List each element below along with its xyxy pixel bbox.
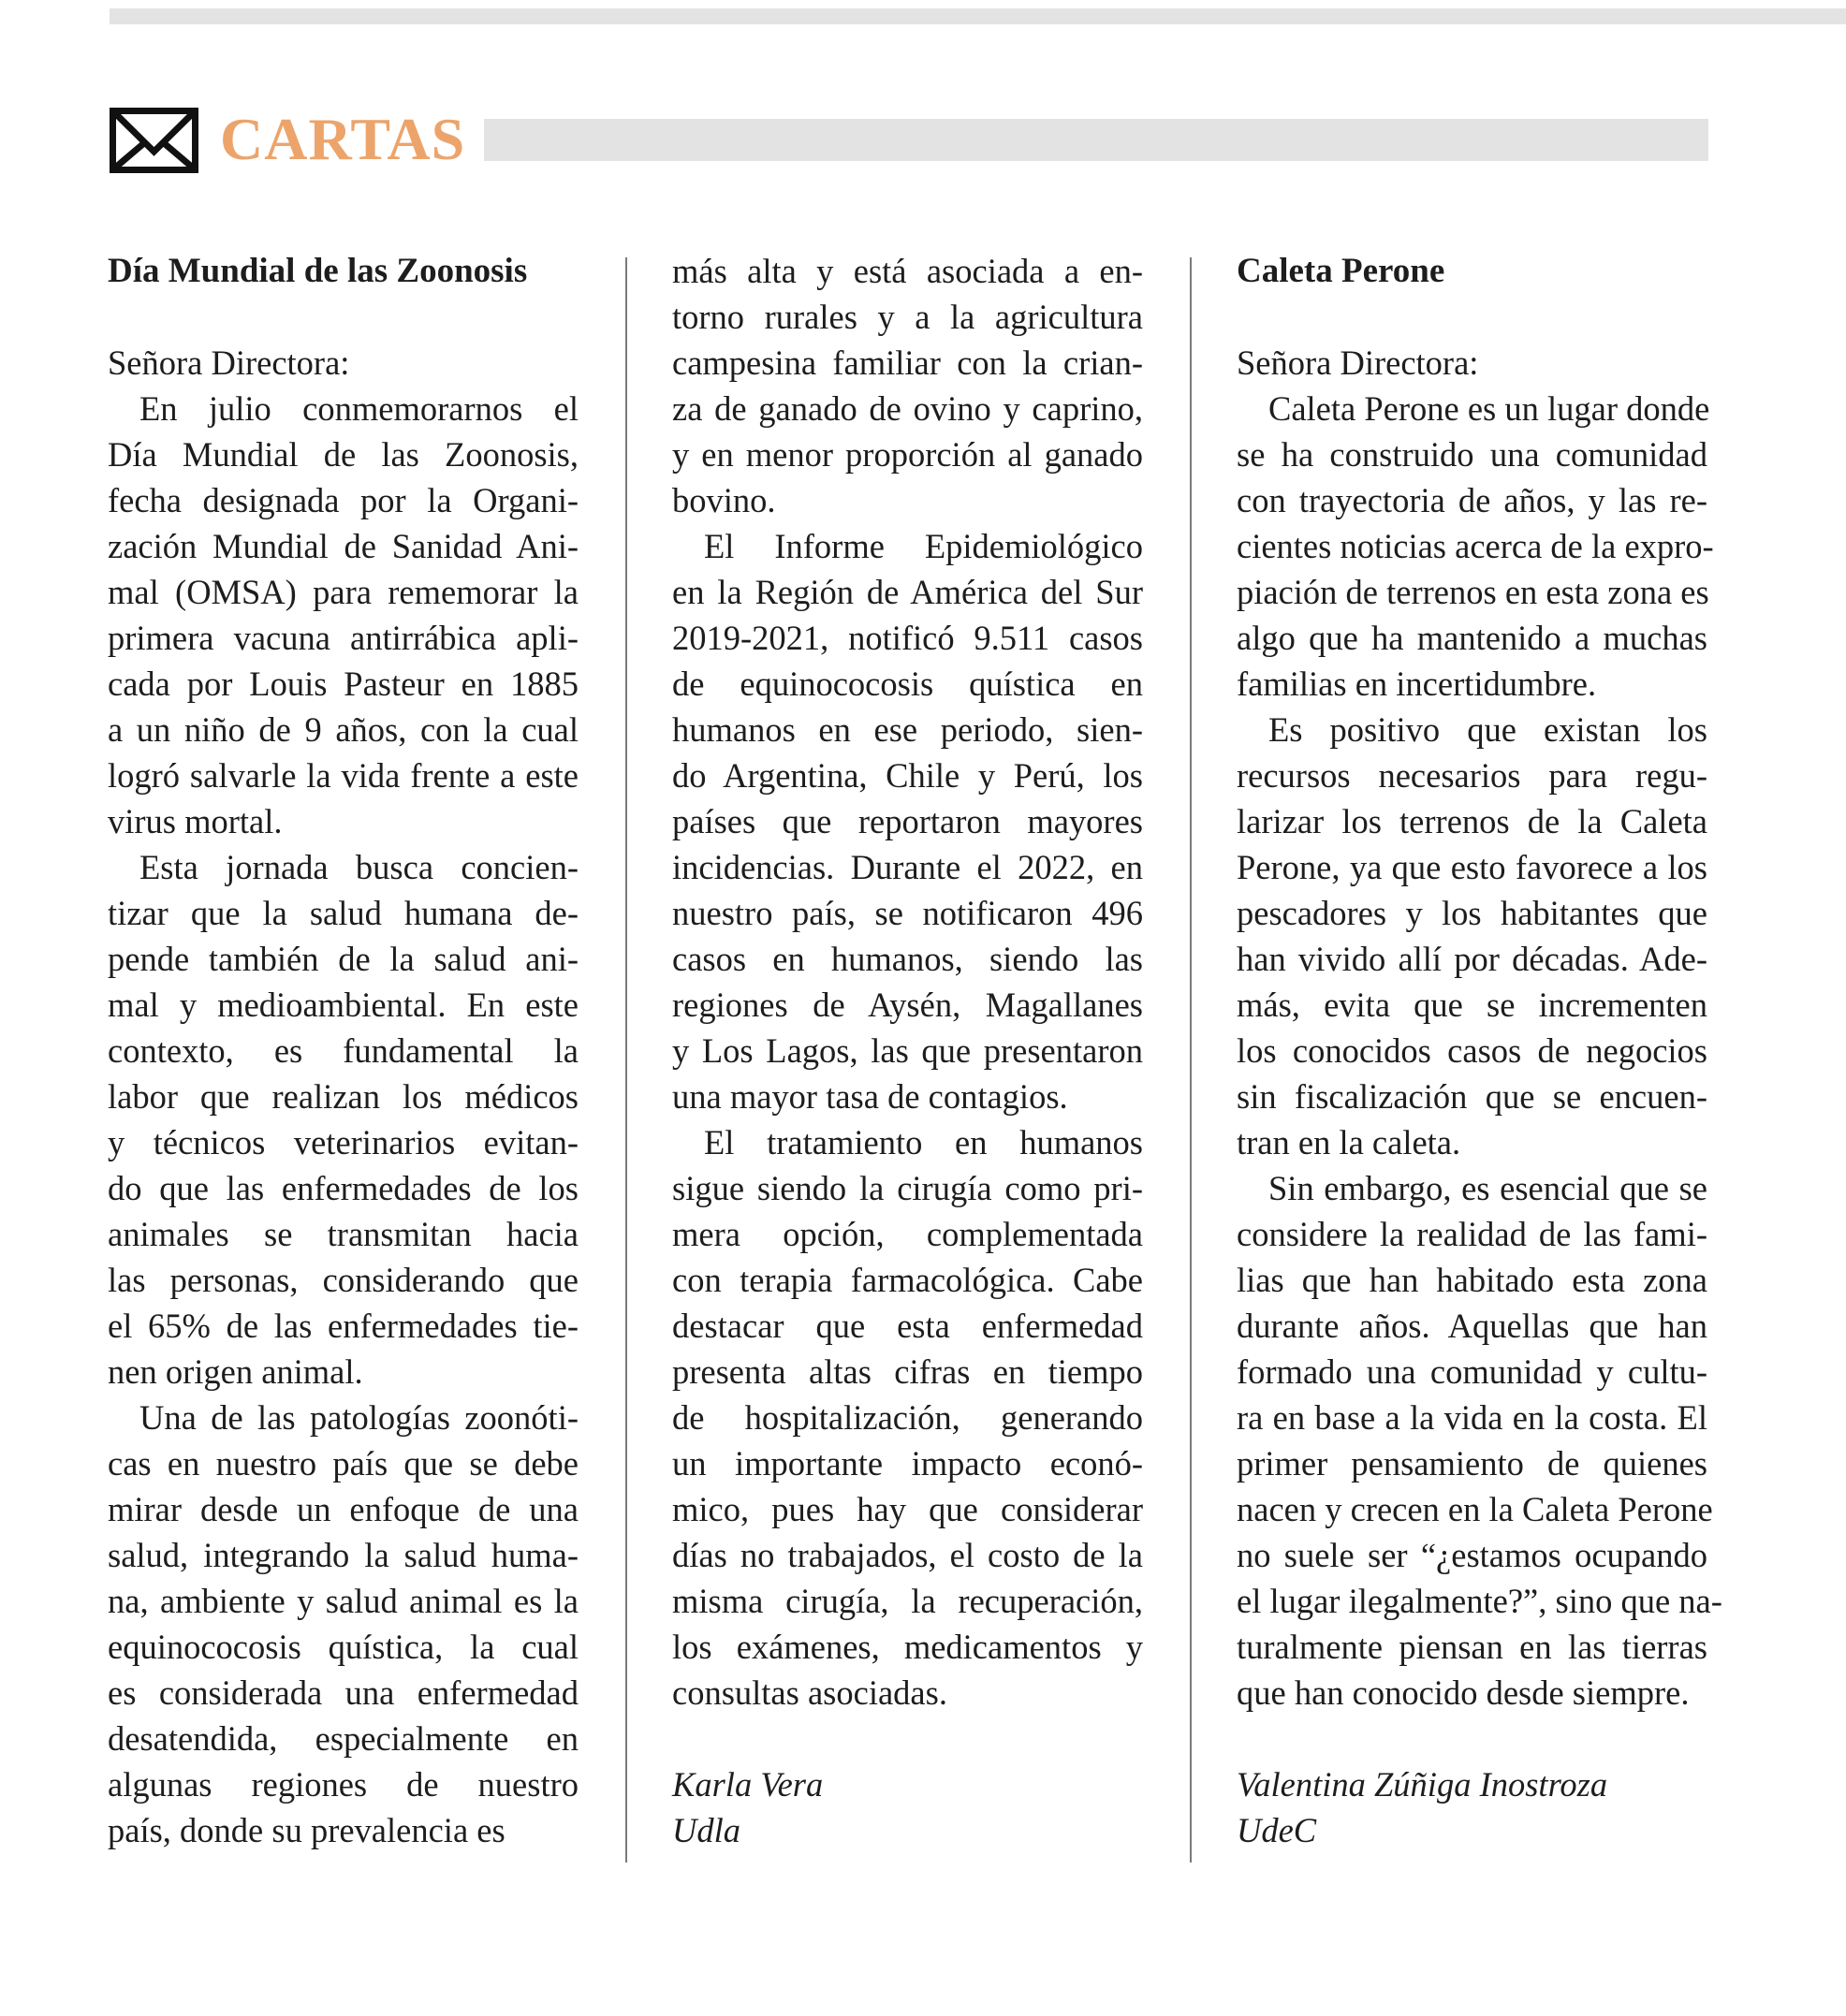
text-line: mal (OMSA) para rememorar la [108, 573, 579, 611]
text-line: destacar que esta enfermedad [672, 1307, 1143, 1345]
text-line: durante años. Aquellas que han [1237, 1307, 1707, 1345]
text-line: Día Mundial de las Zoonosis, [108, 435, 579, 474]
text-line: a un niño de 9 años, con la cual [108, 710, 579, 749]
letter-body [108, 386, 579, 1853]
author-name: Karla Vera [672, 1765, 824, 1804]
text-line: El Informe Epidemiológico [704, 527, 1143, 565]
text-line: za de ganado de ovino y caprino, [672, 389, 1143, 428]
text-line: más, evita que se incrementen [1237, 986, 1707, 1024]
text-line: sin fiscalización que se encuen- [1237, 1077, 1707, 1116]
text-line: días no trabajados, el costo de la [672, 1536, 1143, 1574]
text-line: logró salvarle la vida frente a este [108, 756, 579, 795]
text-line: los exámenes, medicamentos y [672, 1628, 1143, 1666]
text-line: fecha designada por la Organi- [108, 481, 579, 519]
text-line: virus mortal. [108, 802, 283, 840]
letter-title: Día Mundial de las Zoonosis [108, 252, 528, 290]
text-line: un importante impacto econó- [672, 1444, 1143, 1483]
author-name: Valentina Zúñiga Inostroza [1237, 1765, 1608, 1804]
paragraph [108, 1395, 579, 1853]
text-line: casos en humanos, siendo las [672, 940, 1143, 978]
text-line: sigue siendo la cirugía como pri- [672, 1169, 1143, 1207]
text-line: humanos en ese periodo, sien- [672, 710, 1143, 749]
paragraph [108, 386, 579, 844]
text-line: contexto, es fundamental la [108, 1031, 579, 1070]
text-line: regiones de Aysén, Magallanes [672, 986, 1143, 1024]
text-line: mirar desde un enfoque de una [108, 1490, 579, 1528]
paragraph [1237, 707, 1707, 1165]
text-line: han vivido allí por décadas. Ade- [1237, 940, 1707, 978]
text-line: Sin embargo, es esencial que se [1268, 1169, 1707, 1207]
text-line: se ha construido una comunidad [1237, 435, 1707, 474]
text-line: países que reportaron mayores [672, 802, 1143, 840]
text-line: en la Región de América del Sur [672, 573, 1143, 611]
letter-body [1237, 386, 1722, 1716]
text-line: larizar los terrenos de la Caleta [1237, 802, 1707, 840]
text-line: 2019-2021, notificó 9.511 casos [672, 619, 1143, 657]
text-line: que han conocido desde siempre. [1237, 1673, 1690, 1712]
text-line: formado una comunidad y cultu- [1237, 1352, 1707, 1391]
text-line: presenta altas cifras en tiempo [672, 1352, 1143, 1391]
text-line: piación de terrenos en esta zona es [1237, 573, 1709, 611]
text-line: campesina familiar con la crian- [672, 343, 1143, 382]
text-line: na, ambiente y salud animal es la [108, 1582, 579, 1620]
text-line: los conocidos casos de negocios [1237, 1031, 1707, 1070]
text-line: mera opción, complementada [672, 1215, 1143, 1253]
section-header [110, 108, 1708, 175]
text-line: con terapia farmacológica. Cabe [672, 1261, 1143, 1299]
text-line: y en menor proporción al ganado [672, 435, 1143, 474]
text-line: Perone, ya que esto favorece a los [1237, 848, 1707, 886]
text-line: ra en base a la vida en la costa. El [1237, 1398, 1707, 1437]
letter-2-column [1237, 248, 1722, 1853]
text-line: do Argentina, Chile y Perú, los [672, 756, 1143, 795]
text-line: zación Mundial de Sanidad Ani- [108, 527, 579, 565]
salutation: Señora Directora: [1237, 343, 1479, 382]
text-line: turalmente piensan en las tierras [1237, 1628, 1707, 1666]
text-line: con trayectoria de años, y las re- [1237, 481, 1707, 519]
text-line: misma cirugía, la recuperación, [672, 1582, 1143, 1620]
text-line: no suele ser “¿estamos ocupando [1237, 1536, 1707, 1574]
text-line: considere la realidad de las fami- [1237, 1215, 1707, 1253]
text-line: consultas asociadas. [672, 1673, 947, 1712]
text-line: nuestro país, se notificaron 496 [672, 894, 1143, 932]
paragraph [672, 248, 1143, 523]
text-line: bovino. [672, 481, 776, 519]
text-line: cada por Louis Pasteur en 1885 [108, 665, 579, 703]
text-line: es considerada una enfermedad [108, 1673, 579, 1712]
paragraph [108, 844, 579, 1395]
header-bar [484, 119, 1708, 161]
text-line: primer pensamiento de quienes [1237, 1444, 1707, 1483]
paragraph [1237, 1165, 1722, 1716]
salutation: Señora Directora: [108, 343, 350, 382]
text-line: tran en la caleta. [1237, 1123, 1461, 1161]
text-line: pescadores y los habitantes que [1237, 894, 1707, 932]
text-line: y Los Lagos, las que presentaron [672, 1031, 1143, 1070]
column-divider [625, 257, 627, 1863]
author-affiliation: Udla [672, 1811, 740, 1849]
text-line: labor que realizan los médicos [108, 1077, 579, 1116]
text-line: Es positivo que existan los [1268, 710, 1707, 749]
text-line: cas en nuestro país que se debe [108, 1444, 579, 1483]
text-line: Una de las patologías zoonóti- [139, 1398, 579, 1437]
author-affiliation: UdeC [1237, 1811, 1317, 1849]
text-line: familias en incertidumbre. [1237, 665, 1597, 703]
text-line: Esta jornada busca concien- [139, 848, 579, 886]
text-line: nen origen animal. [108, 1352, 363, 1391]
text-line: desatendida, especialmente en [108, 1719, 579, 1758]
text-line: algo que ha mantenido a muchas [1237, 619, 1707, 657]
text-line: animales se transmitan hacia [108, 1215, 579, 1253]
letter-1-column-2 [672, 248, 1143, 1853]
text-line: de hospitalización, generando [672, 1398, 1143, 1437]
text-line: torno rurales y a la agricultura [672, 298, 1143, 336]
text-line: mal y medioambiental. En este [108, 986, 579, 1024]
paragraph [672, 523, 1143, 1119]
text-line: lias que han habitado esta zona [1237, 1261, 1707, 1299]
text-line: las personas, considerando que [108, 1261, 579, 1299]
letter-body-continued [672, 248, 1143, 1716]
top-rule [110, 8, 1846, 24]
text-line: el lugar ilegalmente?”, sino que na- [1237, 1582, 1722, 1620]
letter-title: Caleta Perone [1237, 252, 1445, 290]
text-line: de equinococosis quística en [672, 665, 1143, 703]
text-line: tizar que la salud humana de- [108, 894, 579, 932]
text-line: el 65% de las enfermedades tie- [108, 1307, 579, 1345]
section-title: CARTAS [220, 106, 466, 172]
text-line: salud, integrando la salud huma- [108, 1536, 579, 1574]
text-line: recursos necesarios para regu- [1237, 756, 1707, 795]
text-line: pende también de la salud ani- [108, 940, 579, 978]
text-line: incidencias. Durante el 2022, en [672, 848, 1143, 886]
text-line: El tratamiento en humanos [704, 1123, 1143, 1161]
envelope-icon [110, 108, 198, 173]
paragraph [1237, 386, 1714, 707]
text-line: equinococosis quística, la cual [108, 1628, 579, 1666]
text-line: Caleta Perone es un lugar donde [1268, 389, 1710, 428]
column-divider [1190, 257, 1192, 1863]
paragraph [672, 1119, 1143, 1716]
text-line: primera vacuna antirrábica apli- [108, 619, 579, 657]
letter-1-column-1 [108, 248, 579, 1853]
text-line: país, donde su prevalencia es [108, 1811, 505, 1849]
text-line: nacen y crecen en la Caleta Perone [1237, 1490, 1713, 1528]
text-line: do que las enfermedades de los [108, 1169, 579, 1207]
text-line: y técnicos veterinarios evitan- [108, 1123, 579, 1161]
text-line: algunas regiones de nuestro [108, 1765, 579, 1804]
text-line: una mayor tasa de contagios. [672, 1077, 1068, 1116]
text-line: mico, pues hay que considerar [672, 1490, 1143, 1528]
text-line: cientes noticias acerca de la expro- [1237, 527, 1714, 565]
text-line: más alta y está asociada a en- [672, 252, 1143, 290]
text-line: En julio conmemorarnos el [139, 389, 579, 428]
